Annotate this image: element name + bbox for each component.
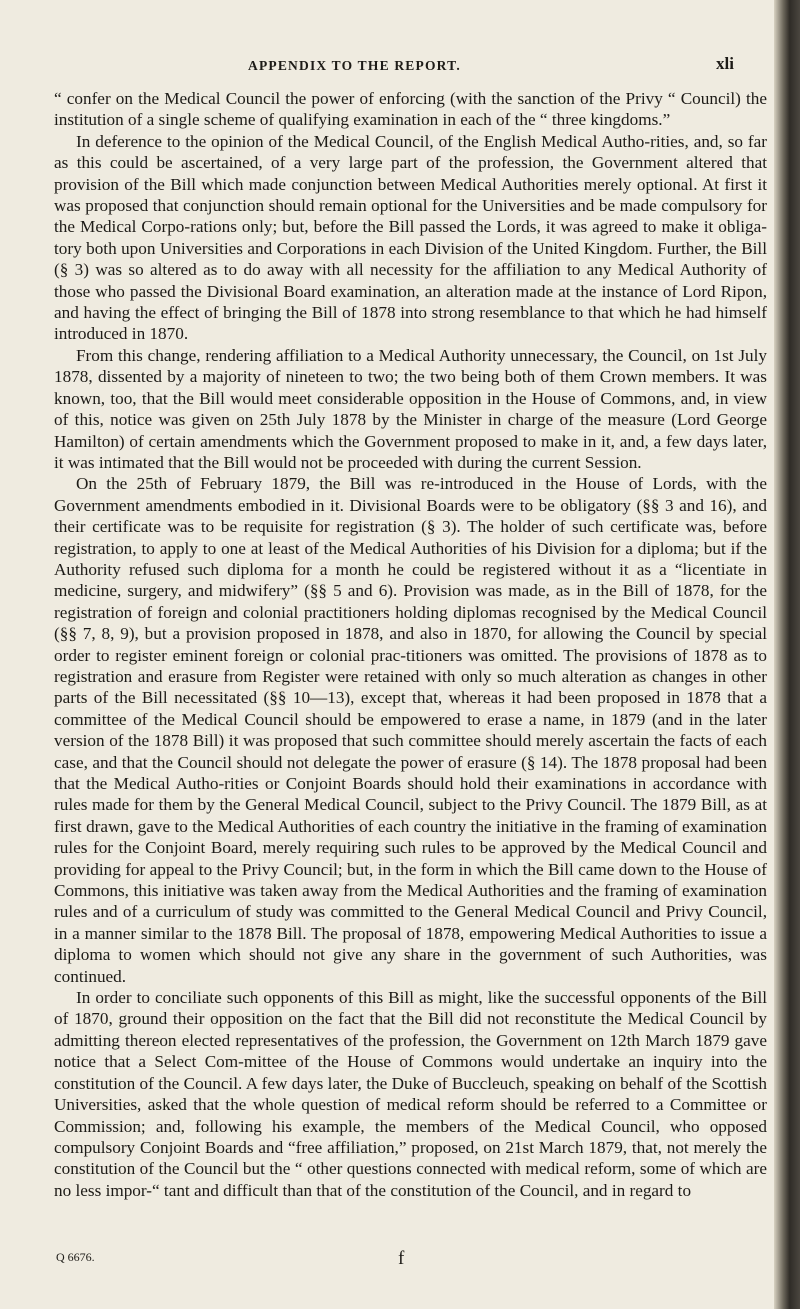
page-header (0, 48, 800, 78)
sheet-letter: f (398, 1248, 405, 1269)
paragraph: In deference to the opinion of the Medical Council, of the English Medical Autho-rities, and, so far as this could be ascertained, of a very large part of the profession, the Government altered that provision of the Bill which made conjunction between Medical Authorities merely optional. At first it was proposed that conjunction should remain optional for the Universities and be made compulsory for the Medical Corpo-rations only; but, before the Bill passed the Lords, it was agreed to make it obliga-tory both upon Universities and Corporations in each Division of the United Kingdom. Further, the Bill (§ 3) was so altered as to do away with all necessity for the affiliation to any Medical Authority of those who passed the Divisional Board examination, an alteration made at the instance of Lord Ripon, and having the effect of bringing the Bill of 1878 into strong resemblance to that which he had himself introduced in 1870. (54, 131, 767, 344)
paragraph: From this change, rendering affiliation to a Medical Authority unnecessary, the Council, on 1st July 1878, dissented by a majority of nineteen to two; the two being both of them Crown members. It was known, too, that the Bill would meet considerable opposition in the House of Commons, and, in view of this, notice was given on 25th July 1878 by the Minister in charge of the measure (Lord George Hamilton) of certain amendments which the Government proposed to make in it, and, a few days later, it was intimated that the Bill would not be proceeded with during the current Session. (54, 345, 767, 472)
binding-edge (774, 0, 800, 1309)
page-footer (0, 1248, 800, 1274)
page-number: xli (716, 54, 734, 73)
paragraph: In order to conciliate such opponents of this Bill as might, like the successful opponents of the Bill of 1870, ground their opposition on the fact that the Bill did not reconstitute the Medical Council by admitting thereon elected representatives of the profession, the Government on 12th March 1879 gave notice that a Select Com-mittee of the House of Commons would undertake an inquiry into the constitution of the Council. A few days later, the Duke of Buccleuch, speaking on behalf of the Scottish Universities, asked that the whole question of medical reform should be referred to a Committee or Commission; and, following his example, the members of the Medical Council, who opposed compulsory Conjoint Boards and “free affiliation,” proposed, on 21st March 1879, that, not merely the constitution of the Council but the “ other questions connected with medical reform, some of which are no less impor-“ tant and difficult than that of the constitution of the Council, and in regard to (54, 988, 767, 1200)
body-text (54, 88, 767, 1201)
paragraph: On the 25th of February 1879, the Bill was re-introduced in the House of Lords, with the Government amendments embodied in it. Divisional Boards were to be obligatory (§§ 3 and 16), and their certificate was to be requisite for registration (§ 3). The holder of such certificate was, before registration, to apply to one at least of the Medical Authorities of his Division for a diploma; but if the Authority refused such diploma for a month he could be registered without it as a “licentiate in medicine, surgery, and midwifery” (§§ 5 and 6). Provision was made, as in the Bill of 1878, for the registration of foreign and colonial practitioners holding diplomas recognised by the Medical Council (§§ 7, 8, 9), but a provision proposed in 1878, and also in 1870, for allowing the Council by special order to register eminent foreign or colonial prac-titioners was omitted. The provisions of 1878 as to registration and erasure from Register were retained with only so much alteration as changes in other parts of the Bill necessitated (§§ 10—13), except that, whereas it had been proposed in 1878 that a committee of the Medical Council should be empowered to erase a name, in 1879 (and in the later version of the 1878 Bill) it was proposed that such committee should merely ascertain the facts of each case, and that the Council should not delegate the power of erasure (§ 14). The 1878 proposal had been that the Medical Autho-rities or Conjoint Boards should hold their examinations in accordance with rules made for them by the General Medical Council, subject to the Privy Council. The 1879 Bill, as at first drawn, gave to the Medical Authorities of each country the initiative in the framing of examination rules for the Conjoint Board, merely requiring such rules to be approved by the Medical Council and providing for appeal to the Privy Council; but, in the form in which the Bill came down to the House of Commons, this initiative was taken away from the Medical Authorities and the framing of examination rules and of a curriculum of study was committed to the General Medical Council and Privy Council, in a manner similar to the 1878 Bill. The proposal of 1878, empowering Medical Authorities to issue a diploma to women which should not give any share in the government of such Authorities, was continued. (54, 474, 767, 986)
running-head: APPENDIX TO THE REPORT. (248, 58, 461, 73)
signature-mark: Q 6676. (56, 1250, 95, 1264)
paragraph-quote: “ confer on the Medical Council the power of enforcing (with the sanction of the Privy “ Council) the institution of a single scheme of qualifying examination in each of the “ three kingdoms.” (54, 89, 767, 130)
